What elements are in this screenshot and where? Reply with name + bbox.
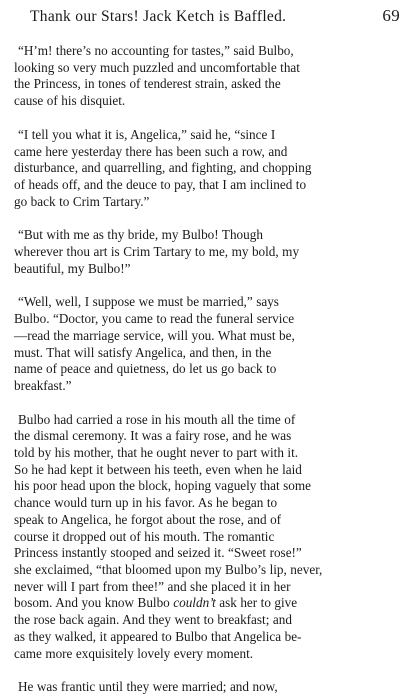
paragraph-gap xyxy=(14,662,406,679)
paragraph-2 xyxy=(14,127,406,211)
text-line: his poor head upon the block, hoping vaguely that some xyxy=(14,478,311,494)
paragraph-gap xyxy=(14,210,406,227)
page-number: 69 xyxy=(382,6,400,25)
text-line: cause of his disquiet. xyxy=(14,93,126,109)
book-page xyxy=(14,6,406,695)
paragraph-gap xyxy=(14,277,406,294)
text-line-with-italic xyxy=(14,595,406,612)
text-line: the rose back again. And they went to breakfast; and xyxy=(14,612,292,628)
text-line: He was frantic until they were married; and now, xyxy=(18,679,278,695)
text-line: as they walked, it appeared to Bulbo that Angelica be- xyxy=(14,628,302,644)
text-line: the dismal ceremony. It was a fairy rose, and he was xyxy=(14,428,292,444)
text-line: name of peace and quietness, do let us go back to xyxy=(14,361,277,377)
text-line: wherever thou art is Crim Tartary to me, my bold, my xyxy=(14,244,300,260)
text-line: “But with me as thy bride, my Bulbo! Though xyxy=(18,227,263,243)
text-line: So he had kept it between his teeth, even when he laid xyxy=(14,461,302,477)
text-segment: bosom. And you know Bulbo xyxy=(14,595,170,611)
text-line: Princess instantly stooped and seized it. “Sweet rose!” xyxy=(14,545,302,561)
paragraph-4 xyxy=(14,294,406,394)
text-line: beautiful, my Bulbo!” xyxy=(14,260,131,276)
text-line: chance would turn up in his favor. As he began to xyxy=(14,495,278,511)
text-line: must. That will satisfy Angelica, and then, in the xyxy=(14,344,272,360)
text-line: Bulbo had carried a rose in his mouth all the time of xyxy=(18,411,296,427)
text-line: course it dropped out of his mouth. The romantic xyxy=(14,528,275,544)
text-line: “Well, well, I suppose we must be married,” says xyxy=(18,294,279,310)
paragraph-5 xyxy=(14,412,406,663)
text-line: looking so very much puzzled and uncomfortable that xyxy=(14,59,300,75)
paragraph-3 xyxy=(14,227,406,277)
text-line: Bulbo. “Doctor, you came to read the funeral service xyxy=(14,311,295,327)
text-line: the Princess, in tones of tenderest strain, asked the xyxy=(14,76,281,92)
text-line: told by his mother, that he ought never to part with it. xyxy=(14,445,299,461)
text-line: came more exquisitely lovely every moment. xyxy=(14,645,254,661)
chapter-running-title: Thank our Stars! Jack Ketch is Baffled. xyxy=(30,8,287,25)
running-head xyxy=(14,6,406,32)
paragraph-gap xyxy=(14,110,406,127)
text-segment: ask her to give xyxy=(215,595,298,611)
text-line: “I tell you what it is, Angelica,” said he, “since I xyxy=(18,126,276,142)
text-line: of heads off, and the deuce to pay, that I am inclined to xyxy=(14,176,307,192)
paragraph-1 xyxy=(14,43,406,110)
paragraph-gap xyxy=(14,395,406,412)
text-line: —read the marriage service, will you. What must be, xyxy=(14,327,295,343)
text-line: she exclaimed, “that bloomed upon my Bulbo’s lip, never, xyxy=(14,561,323,577)
text-line: never will I part from thee!” and she placed it in her xyxy=(14,578,291,594)
text-line: disturbance, and quarrelling, and fighting, and chopping xyxy=(14,160,312,176)
text-line: speak to Angelica, he forgot about the rose, and of xyxy=(14,511,282,527)
italic-word: couldn’t xyxy=(173,595,216,611)
text-line: go back to Crim Tartary.” xyxy=(14,193,150,209)
text-line: breakfast.” xyxy=(14,377,72,393)
paragraph-6 xyxy=(14,679,406,696)
text-line: “H’m! there’s no accounting for tastes,” said Bulbo, xyxy=(18,43,294,58)
text-line: came here yesterday there has been such a row, and xyxy=(14,143,288,159)
